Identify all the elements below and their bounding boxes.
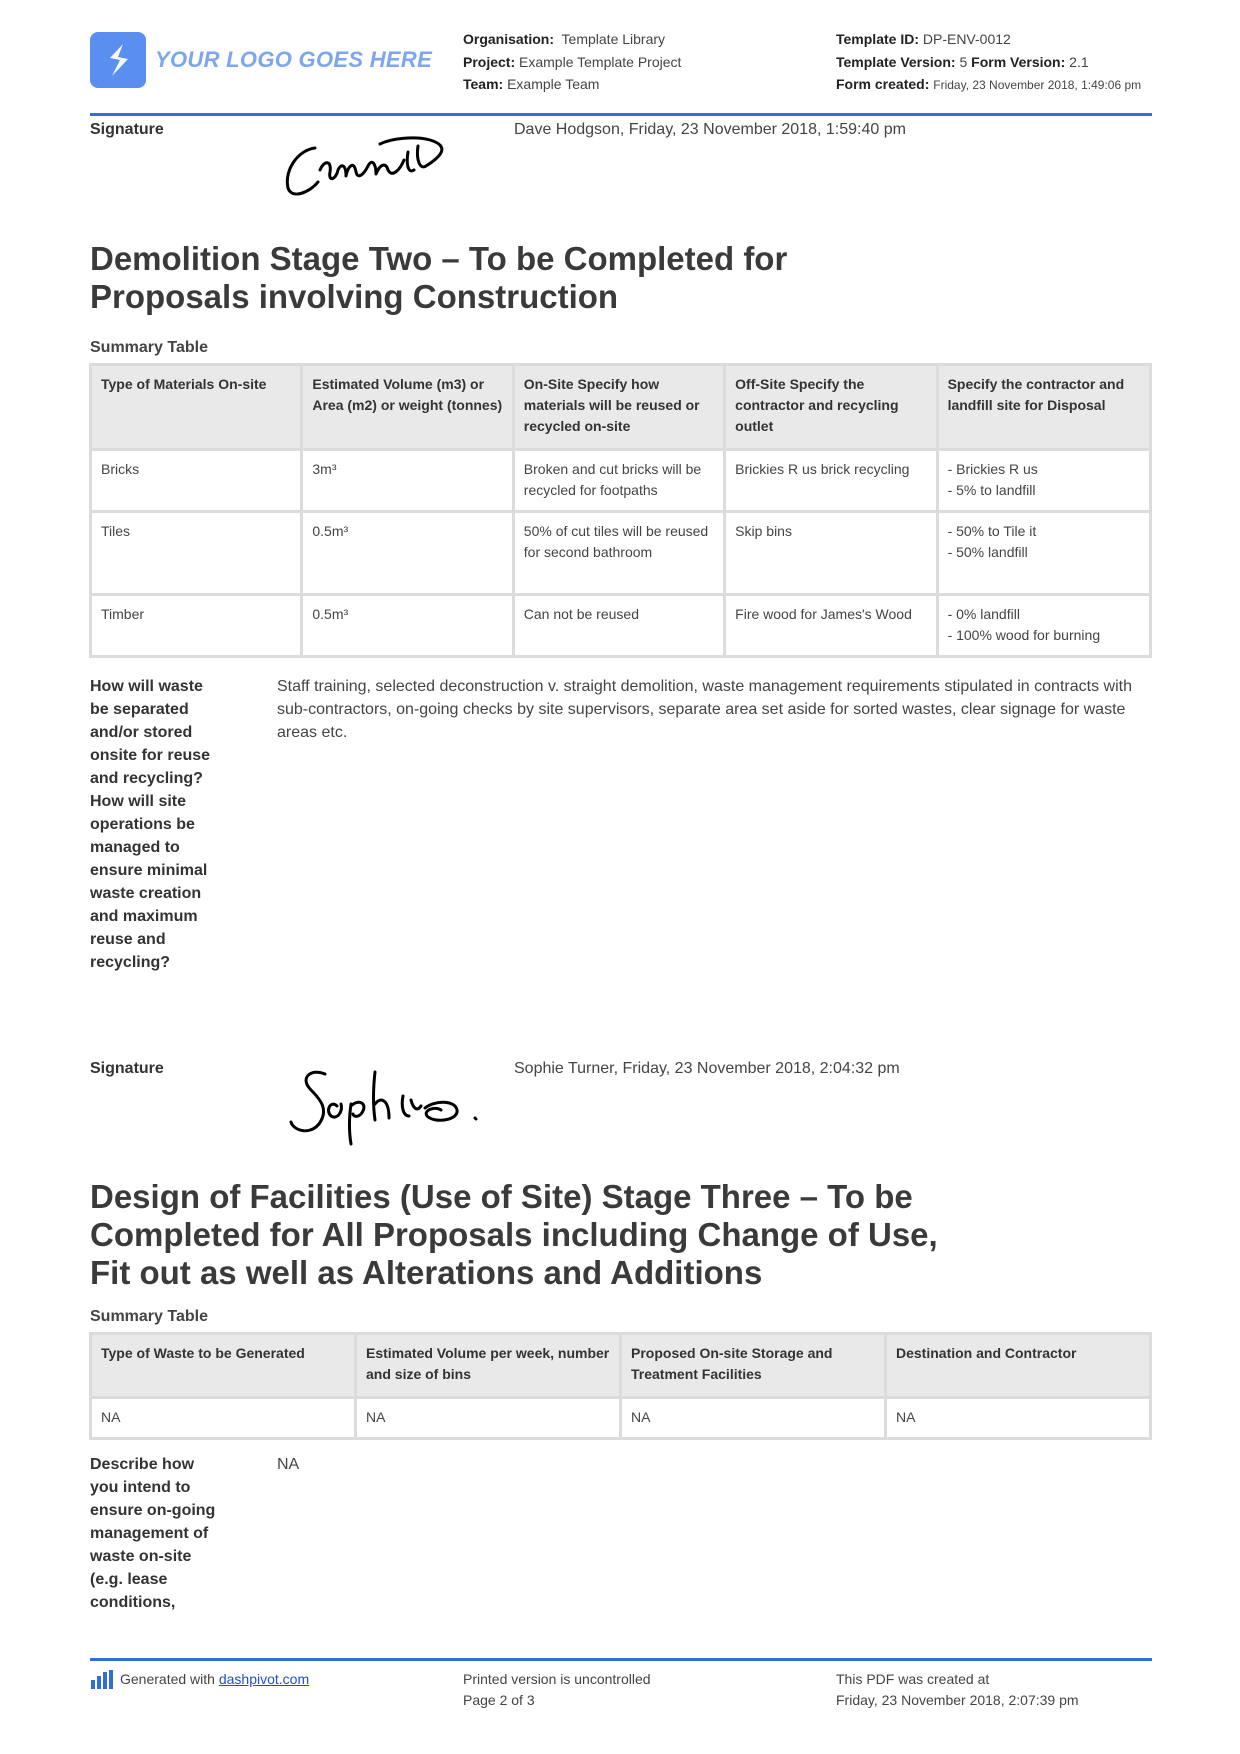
- signature-label: Signature: [90, 1060, 164, 1077]
- organisation-value: Template Library: [561, 31, 666, 47]
- table-cell: NA: [357, 1399, 619, 1437]
- section-title-demolition: Demolition Stage Two – To be Completed for Proposals involving Construction: [90, 240, 788, 315]
- column-header: Type of Materials On-site: [92, 366, 300, 448]
- table-cell: Brickies R us brick recycling: [726, 451, 935, 510]
- table-cell: Fire wood for James's Wood: [726, 596, 935, 655]
- column-header: Off-Site Specify the contractor and recycling outlet: [726, 366, 935, 448]
- pdf-created-label: This PDF was created at: [836, 1671, 990, 1687]
- column-header: On-Site Specify how materials will be reused or recycled on-site: [515, 366, 723, 448]
- table-header-row: [92, 366, 1149, 448]
- table-cell: [939, 513, 1149, 593]
- form-version-label: Form Version:: [971, 53, 1066, 70]
- footer-generated: [120, 1669, 309, 1690]
- table-row: [92, 1399, 1149, 1437]
- cell-line: - 50% landfill: [947, 544, 1028, 560]
- table-cell: [939, 596, 1149, 655]
- table-cell: NA: [622, 1399, 884, 1437]
- project-label: Project:: [463, 53, 516, 70]
- footer-divider: [90, 1658, 1152, 1661]
- question-ongoing-management: Describe how you intend to ensure on-going management of waste on-site (e.g. lease conditions,: [90, 1456, 216, 1611]
- cell-line: - 0% landfill: [947, 606, 1020, 622]
- header-project-info: [463, 28, 793, 96]
- organisation-label: Organisation:: [463, 31, 555, 47]
- column-header: Estimated Volume (m3) or Area (m2) or weight (tonnes): [303, 366, 511, 448]
- cell-line: - Brickies R us: [947, 461, 1038, 477]
- column-header: Specify the contractor and landfill site for Disposal: [939, 366, 1149, 448]
- table-cell: Bricks: [92, 451, 300, 510]
- cell-line: - 100% wood for burning: [947, 627, 1101, 643]
- project-value: Example Template Project: [519, 53, 682, 70]
- signature-signer: Sophie Turner, Friday, 23 November 2018, 2:04:32 pm: [514, 1060, 900, 1077]
- header-template-info: [836, 28, 1152, 94]
- table-cell: Timber: [92, 596, 300, 655]
- table-row: [92, 451, 1149, 510]
- footer-pdf-info: [836, 1669, 1079, 1711]
- form-created-label: Form created:: [836, 76, 930, 92]
- summary-table-label: Summary Table: [90, 1308, 208, 1325]
- column-header: Proposed On-site Storage and Treatment Facilities: [622, 1335, 884, 1396]
- question-waste-separation: How will waste be separated and/or stored onsite for reuse and recycling? How will site operations be managed to ensure minimal waste creation and maximum reuse and recycling?: [90, 678, 211, 971]
- table-cell: Skip bins: [726, 513, 935, 593]
- table-cell: Can not be reused: [515, 596, 723, 655]
- table-cell: 3m³: [303, 451, 511, 510]
- demolition-summary-table: [89, 363, 1152, 658]
- table-cell: [939, 451, 1149, 510]
- page-number: Page 2 of 3: [463, 1692, 535, 1708]
- signature-image-2: [285, 1060, 485, 1150]
- template-id-value: DP-ENV-0012: [922, 31, 1011, 47]
- form-created-value: Friday, 23 November 2018, 1:49:06 pm: [933, 78, 1142, 92]
- table-cell: NA: [887, 1399, 1149, 1437]
- signature-label: Signature: [90, 121, 164, 138]
- logo-text: YOUR LOGO GOES HERE: [155, 47, 433, 72]
- waste-summary-table: [89, 1332, 1152, 1440]
- printed-note: Printed version is uncontrolled: [463, 1671, 651, 1687]
- form-version-value: 2.1: [1069, 53, 1089, 70]
- header-divider: [90, 113, 1152, 116]
- table-row: [92, 513, 1149, 593]
- table-row: [92, 596, 1149, 655]
- footer-print-info: [463, 1669, 651, 1711]
- template-version-label: Template Version:: [836, 53, 956, 70]
- table-cell: Broken and cut bricks will be recycled for footpaths: [515, 451, 723, 510]
- cell-line: - 5% to landfill: [947, 482, 1036, 498]
- logo-icon: [90, 32, 146, 88]
- signature-image-1: [280, 130, 460, 205]
- team-value: Example Team: [507, 76, 600, 92]
- column-header: Type of Waste to be Generated: [92, 1335, 354, 1396]
- generated-prefix: Generated with: [120, 1671, 215, 1687]
- template-version-value: 5: [959, 53, 968, 70]
- column-header: Estimated Volume per week, number and size of bins: [357, 1335, 619, 1396]
- signature-signer: Dave Hodgson, Friday, 23 November 2018, 1:59:40 pm: [514, 121, 906, 138]
- table-header-row: [92, 1335, 1149, 1396]
- summary-table-label: Summary Table: [90, 339, 208, 356]
- table-cell: NA: [92, 1399, 354, 1437]
- pdf-created-value: Friday, 23 November 2018, 2:07:39 pm: [836, 1692, 1079, 1708]
- section-title-design-facilities: Design of Facilities (Use of Site) Stage Three – To be Completed for All Proposals including Change of Use, Fit out as well as Alterations and Additions: [90, 1178, 938, 1291]
- dashpivot-link[interactable]: dashpivot.com: [218, 1671, 310, 1687]
- dashpivot-bars-icon: [90, 1670, 114, 1690]
- answer-ongoing-management: NA: [277, 1456, 300, 1473]
- column-header: Destination and Contractor: [887, 1335, 1149, 1396]
- table-cell: 50% of cut tiles will be reused for second bathroom: [515, 513, 723, 593]
- answer-waste-separation: Staff training, selected deconstruction v. straight demolition, waste management requirements stipulated in contracts with sub-contractors, on-going checks by site supervisors, separate area set aside for sorted wastes, clear signage for waste areas etc.: [277, 678, 1132, 741]
- logo-mark: [90, 32, 146, 88]
- template-id-label: Template ID:: [836, 31, 919, 47]
- table-cell: 0.5m³: [303, 513, 511, 593]
- team-label: Team:: [463, 76, 504, 92]
- table-cell: Tiles: [92, 513, 300, 593]
- cell-line: - 50% to Tile it: [947, 523, 1037, 539]
- table-cell: 0.5m³: [303, 596, 511, 655]
